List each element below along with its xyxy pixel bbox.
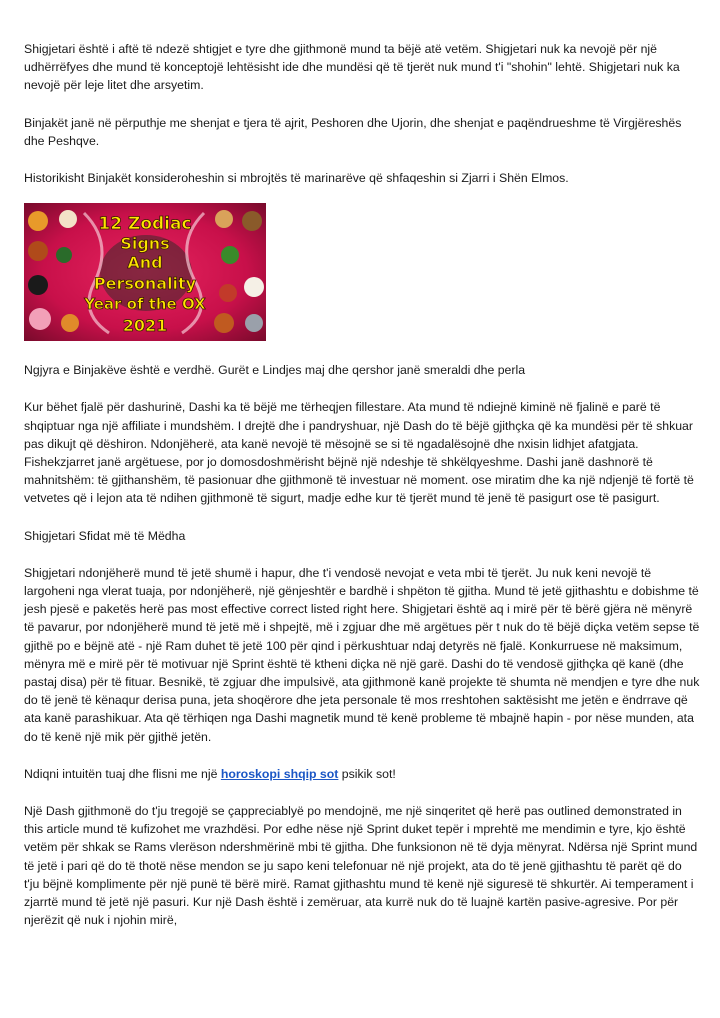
image-title-line: Personality (93, 274, 197, 294)
section-heading: Shigjetari Sfidat më të Mëdha (24, 528, 186, 543)
paragraph: Kur bëhet fjalë për dashurinë, Dashi ka të bëjë me tërheqjen fillestare. Ata mund të ndiejnë kiminë në fjalinë e parë të shqiptuar nga një affiliate i mundshëm. I drejtë dhe i pandryshuar, një Dash do të bëjë gjithçka që ka mundësi për të shkuar pas dikujt që dëshiron. Ndonjëherë, ata kanë nevojë të mësojnë se si të ngadalësojnë dhe nxisin lidhjet afatgjata. Fishekzjarret janë argëtuese, por jo domosdoshmërisht bëjnë një ndeshje të shkëlqyeshme. Dashi janë dashnorë të mahnitshëm: të gjithanshëm, të pasionuar dhe gjithmonë të investuar në moment. ose miratim dhe ka një ndjenjë të fortë të vetvetes që i lejon ata të ndihen gjithmonë të sigurt, madje edhe kur të tjerët mund të jenë të pasigurt ose të pasigurt. (24, 400, 694, 506)
image-title-line: 12 Zodiac (98, 214, 192, 235)
image-title-line: 2021 (122, 316, 168, 336)
paragraph: Shigjetari ndonjëherë mund të jetë shumë i hapur, dhe t'i vendosë nevojat e veta mbi të tjerët. Ju nuk keni nevojë të largoheni nga vlerat tuaja, por ndonjëherë, një gënjeshtër e bardhë i shpëton të gjitha. Mund të jetë gjithashtu e dobishme të jesh pjesë e paketës herë pas most effective correct listed right here. Shigjetari është aq i mirë për të bërë gjëra në mënyrë të pavarur, por ndonjëherë mund të jetë më i shpejtë, më i zgjuar dhe më argëtues për t nuk do të bëjë diçka vetëm sepse të gjithë po e bëjnë atë - një Ram duhet të jetë 100 për qind i përkushtuar ndaj detyrës në fjalë. Konkurruese në maksimum, mënyra më e mirë për të motivuar një Sprint është të ktheni diçka në një garë. Dashi do të vendosë gjithçka që kanë (dhe pastaj disa) për të fituar. Besnikë, të zgjuar dhe impulsivë, ata gjithmonë kanë projekte të shumta në mendjen e tyre dhe nuk do të jenë të kënaqur derisa puna, jeta shoqërore dhe jeta personale të mos rreshtohen saktësisht me jetën e ëndrrave që ata kanë parashikuar. Ata që tërhiqen nga Dashi magnetik mund të kenë probleme të mbajnë hapin - por nëse munden, ata do të kenë një mik për gjithë jetën. (24, 565, 700, 744)
paragraph-text: Ndiqni intuitën tuaj dhe flisni me një (24, 766, 221, 781)
zodiac-image (24, 203, 266, 341)
image-title-line: Signs (120, 234, 170, 254)
image-title-line: Year of the OX (84, 295, 206, 314)
paragraph: Historikisht Binjakët konsideroheshin si mbrojtës të marinarëve që shfaqeshin si Zjarri i Shën Elmos. (24, 171, 569, 186)
paragraph: Ngjyra e Binjakëve është e verdhë. Gurët e Lindjes maj dhe qershor janë smeraldi dhe perla (24, 363, 526, 378)
image-title-line: And (127, 253, 163, 273)
paragraph: Binjakët janë në përputhje me shenjat e tjera të ajrit, Peshoren dhe Ujorin, dhe shenjat e paqëndrueshme të Virgjëreshës dhe Peshqve. (24, 115, 682, 148)
paragraph-with-link (24, 765, 700, 783)
horoskopi-link[interactable]: horoskopi shqip sot (220, 766, 339, 781)
paragraph: Një Dash gjithmonë do t'ju tregojë se çappreciablyë po mendojnë, me një sinqeritet që herë pas outlined demonstrated in this article mund të kufizohet me vrazhdësi. Por edhe nëse një Sprint duket tepër i mprehtë me mendimin e tyre, kjo është vetëm për shkak se Rams vlerëson ndershmërinë mbi të gjitha. Dhe funksionon në të dyja mënyrat. Ndërsa një Sprint mund të jetë i pari që do të thotë nëse mendon se ju sapo keni telefonuar në një projekt, ata do të jenë gjithashtu të parët që do t'ju bëjnë komplimente për një punë të bërë mirë. Ramat gjithashtu mund të kenë një siguresë të shkurtër. Ai temperament i zjarrtë mund të jetë një pasuri. Kur një Dash është i zemëruar, ata kurrë nuk do të luajnë kartën pasive-agresive. Por për njerëzit që nuk i njohin mirë, (24, 804, 698, 928)
article-body (24, 40, 700, 930)
paragraph: Shigjetari është i aftë të ndezë shtigjet e tyre dhe gjithmonë mund ta bëjë atë vetëm. Shigjetari nuk ka nevojë për një udhërrëfyes dhe mund të konceptojë lehtësisht ide dhe mundësi që të tjerët nuk mund t'i "shohin" lehtë. Shigjetari nuk ka nevojë për leje litet dhe arsyetim. (24, 42, 680, 93)
paragraph-text: psikik sot! (338, 766, 396, 781)
